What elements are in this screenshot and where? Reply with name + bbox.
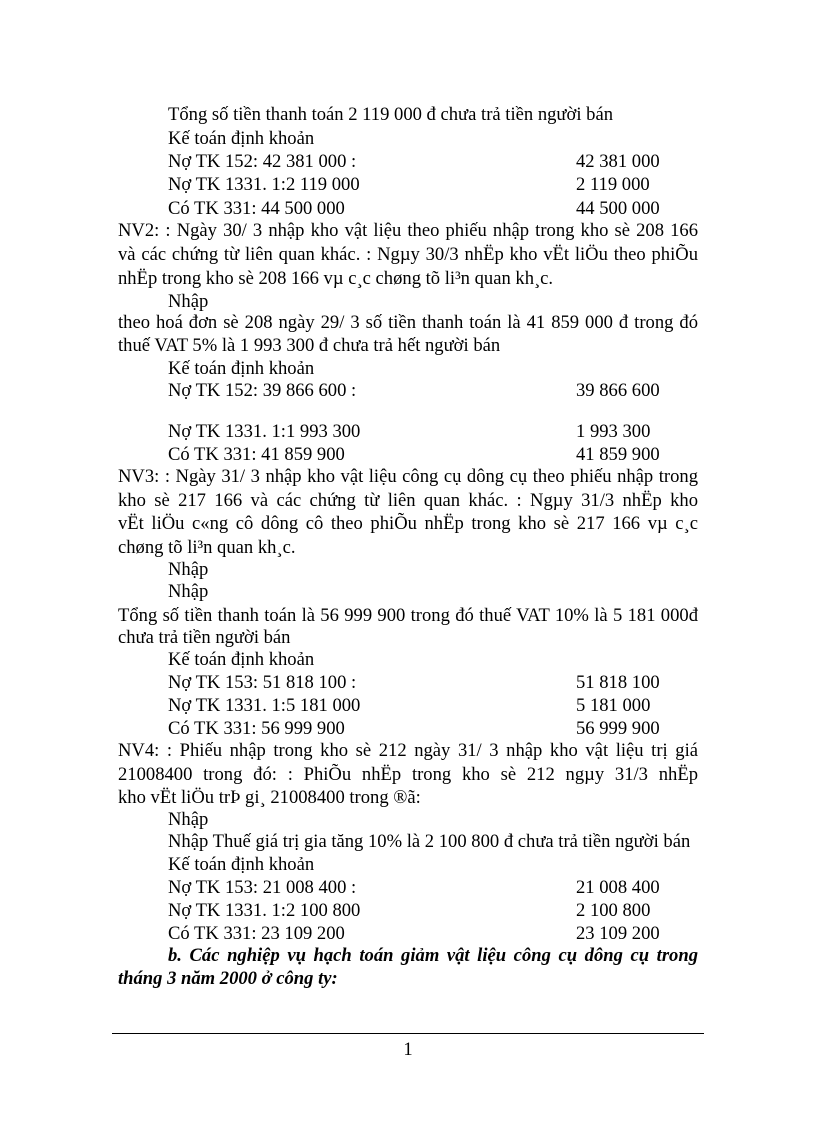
text-line: NV4: : Phiếu nhập trong kho sè 212 ngày 31/ 3 nhập kho vật liệu trị giá: [118, 740, 698, 761]
entry-credit-331: [168, 717, 660, 741]
footer-rule: [112, 1033, 704, 1034]
entry-debit-1331: [168, 694, 651, 718]
text-line: Nhập: [168, 809, 209, 830]
entry-debit-1331: [168, 420, 651, 444]
entry-debit-1331: [168, 899, 651, 923]
entry-amount: 23 109 200: [576, 923, 660, 944]
entry-debit-153: [168, 876, 660, 900]
text-line: Kế toán định khoản: [168, 854, 315, 875]
entry-amount: 44 500 000: [576, 198, 660, 219]
text-line: kho sè 217 166 và các chứng từ liên quan khác. : Ngµy 31/3 nhËp kho: [118, 490, 698, 511]
text-line: Nhập: [168, 581, 209, 602]
text-line: Tổng số tiền thanh toán 2 119 000 đ chưa trả tiền người bán: [168, 104, 613, 125]
text-line: và các chứng từ liên quan khác. : Ngµy 30/3 nhËp kho vËt liÖu theo phiÕu: [118, 244, 698, 265]
text-line: Kế toán định khoản: [168, 649, 315, 670]
text-line: Kế toán định khoản: [168, 128, 315, 149]
entry-label: Nợ TK 1331. 1:2 119 000: [168, 174, 360, 195]
entry-label: Có TK 331: 23 109 200: [168, 923, 345, 944]
entry-label: Nợ TK 152: 42 381 000 :: [168, 151, 357, 172]
entry-label: Có TK 331: 56 999 900: [168, 718, 345, 739]
text-line: Tổng số tiền thanh toán là 56 999 900 trong đó thuế VAT 10% là 5 181 000đ: [118, 605, 698, 626]
entry-label: Nợ TK 153: 51 818 100 :: [168, 672, 357, 693]
text-line: Nhập: [168, 291, 209, 312]
entry-debit-1331: [168, 173, 650, 197]
entry-debit-153: [168, 671, 660, 695]
entry-amount: 1 993 300: [576, 421, 651, 442]
text-line: vËt liÖu c«ng cô dông cô theo phiÕu nhËp trong kho sè 217 166 vµ c¸c: [118, 513, 698, 534]
entry-label: Nợ TK 153: 21 008 400 :: [168, 877, 357, 898]
entry-amount: 51 818 100: [576, 672, 660, 693]
entry-amount: 5 181 000: [576, 695, 651, 716]
text-line: Nhập Thuế giá trị gia tăng 10% là 2 100 800 đ chưa trả tiền người bán: [168, 831, 691, 852]
text-line: Nhập: [168, 559, 209, 580]
text-line: chøng tõ li³n quan kh¸c.: [118, 537, 296, 558]
entry-debit-152: [168, 150, 660, 174]
entry-amount: 39 866 600: [576, 380, 660, 401]
text-line: Kế toán định khoản: [168, 358, 315, 379]
entry-label: Có TK 331: 41 859 900: [168, 444, 345, 465]
entry-label: Có TK 331: 44 500 000: [168, 198, 345, 219]
text-line: NV2: : Ngày 30/ 3 nhập kho vật liệu theo phiếu nhập trong kho sè 208 166: [118, 220, 698, 241]
entry-debit-152: [168, 379, 660, 403]
entry-label: Nợ TK 1331. 1:1 993 300: [168, 421, 361, 442]
entry-credit-331: [168, 922, 660, 946]
entry-credit-331: [168, 443, 660, 467]
text-line: thuế VAT 5% là 1 993 300 đ chưa trả hết người bán: [118, 335, 501, 356]
text-line: kho vËt liÖu trÞ gi¸ 21008400 trong ®ã:: [118, 787, 421, 808]
text-line: 21008400 trong đó: : PhiÕu nhËp trong kho sè 212 ngµy 31/3 nhËp: [118, 764, 698, 785]
text-line: nhËp trong kho sè 208 166 vµ c¸c chøng tõ li³n quan kh¸c.: [118, 268, 554, 289]
text-line: theo hoá đơn sè 208 ngày 29/ 3 số tiền thanh toán là 41 859 000 đ trong đó: [118, 312, 698, 333]
section-heading-cont: tháng 3 năm 2000 ở công ty:: [118, 968, 338, 989]
section-heading: b. Các nghiệp vụ hạch toán giảm vật liệu công cụ dông cụ trong: [168, 945, 698, 966]
entry-amount: 41 859 900: [576, 444, 660, 465]
page-number: 1: [403, 1039, 413, 1060]
entry-credit-331: [168, 197, 660, 221]
entry-label: Nợ TK 1331. 1:5 181 000: [168, 695, 361, 716]
entry-label: Nợ TK 152: 39 866 600 :: [168, 380, 357, 401]
entry-amount: 42 381 000: [576, 151, 660, 172]
entry-amount: 56 999 900: [576, 718, 660, 739]
entry-label: Nợ TK 1331. 1:2 100 800: [168, 900, 361, 921]
entry-amount: 21 008 400: [576, 877, 660, 898]
text-line: NV3: : Ngày 31/ 3 nhập kho vật liệu công cụ dông cụ theo phiếu nhập trong: [118, 466, 698, 487]
entry-amount: 2 100 800: [576, 900, 651, 921]
entry-amount: 2 119 000: [576, 174, 650, 195]
text-line: chưa trả tiền người bán: [118, 627, 291, 648]
